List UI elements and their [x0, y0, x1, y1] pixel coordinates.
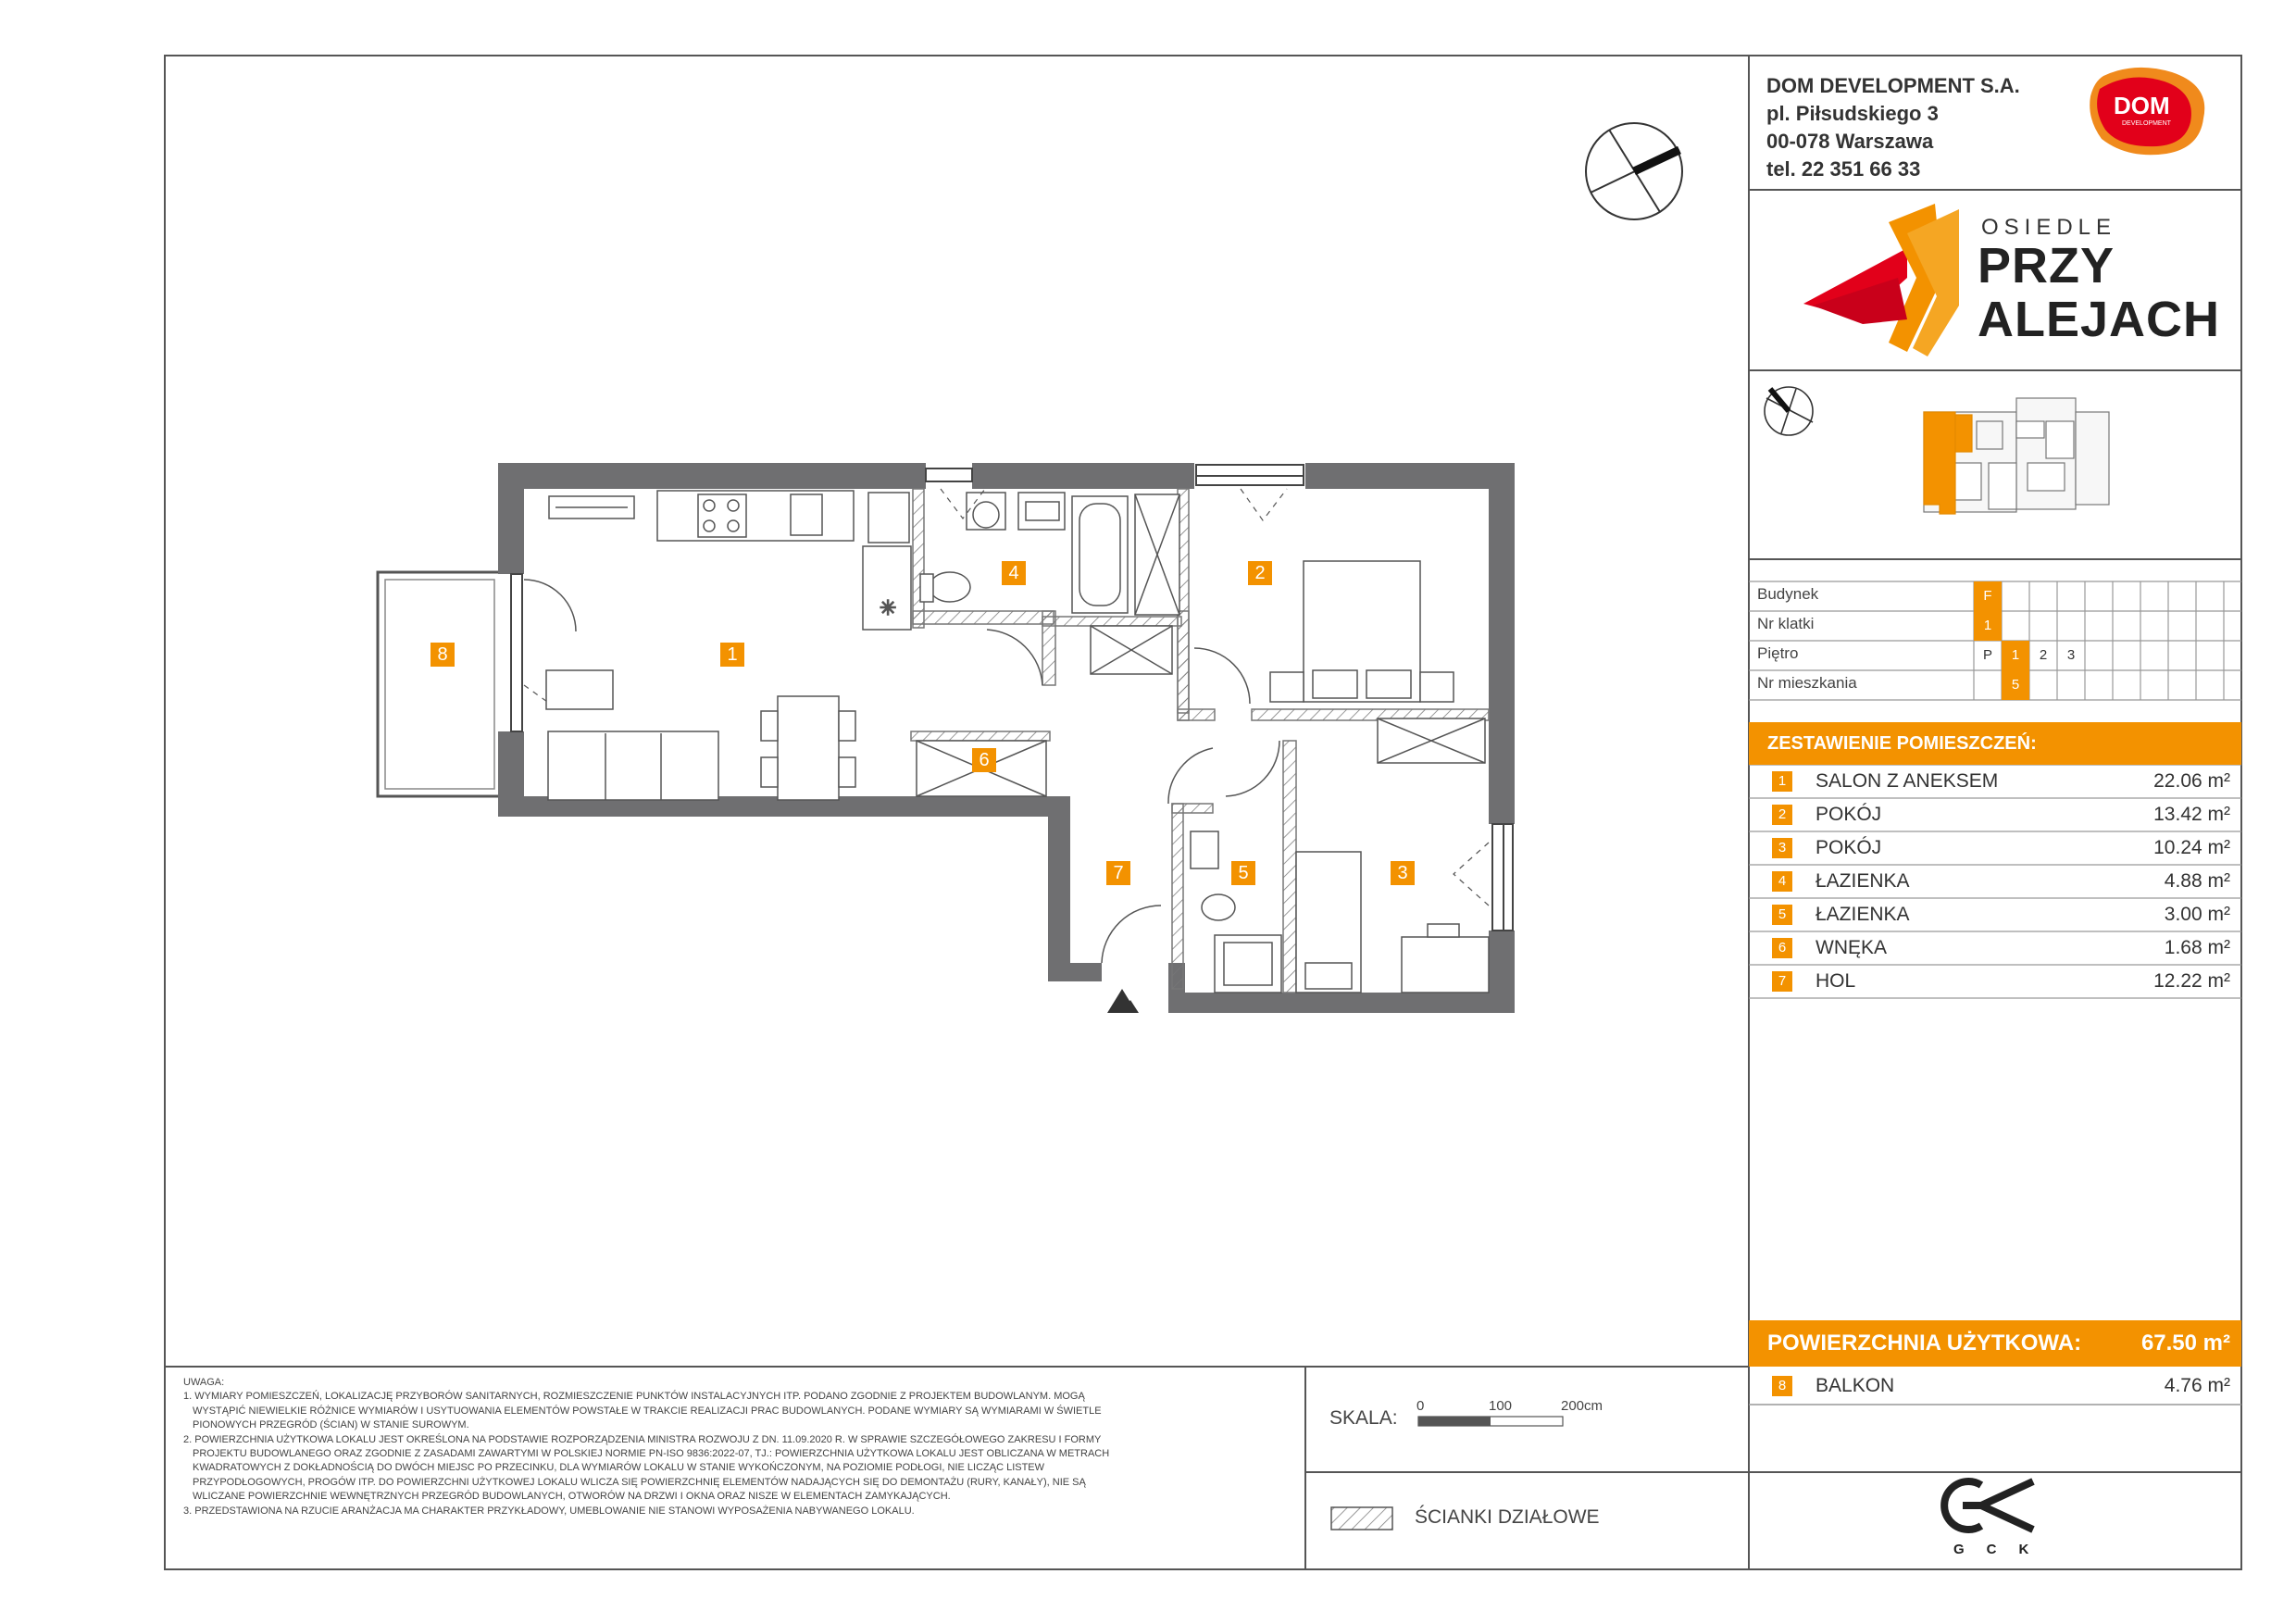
bt-mieszkanie-value: 5	[2002, 670, 2029, 700]
bt-budynek-value: F	[1974, 581, 2002, 611]
notes-line: PROJEKTU BUDOWLANEGO ORAZ ZGODNIE Z ZASADAMI ZAWARTYMI W POLSKIEJ NORMIE PN-ISO 9836:2022-07, TJ.: POWIERZCHNIA UŻYTKOWA LOKALU JEST OBLICZANA W METRACH	[193, 1448, 1110, 1460]
notes-line: PIONOWYCH PRZEGRÓD (ŚCIAN) W STANIE SUROWYM.	[193, 1419, 469, 1431]
gck-letters: GCK	[1953, 1542, 2052, 1557]
scale-tick-0: 0	[1416, 1398, 1425, 1414]
notes-line: WYSTĄPIĆ NIEWIELKIE RÓŻNICE WYMIARÓW I USYTUOWANIA ELEMENTÓW POWSTAŁE W TRAKCIE REALIZACJI PRAC BUDOWLANYCH. PODANE WYMIARY SĄ WYMIARAMI W ŚWIETLE	[193, 1405, 1102, 1417]
room-name: SALON Z ANEKSEM	[1816, 770, 1999, 792]
compass-icon	[1586, 123, 1682, 219]
room-name: HOL	[1816, 970, 1856, 992]
scale-bar	[1418, 1417, 1563, 1426]
room-row	[1749, 898, 2241, 931]
room-name: ŁAZIENKA	[1816, 904, 1910, 925]
room-row	[1749, 931, 2241, 965]
plan-label-room-4: 4	[1002, 561, 1026, 585]
notes-line: 3. PRZEDSTAWIONA NA RZUCIE ARANŻACJA MA CHARAKTER PRZYKŁADOWY, UMEBLOWANIE NIE STANOWI WYPOSAŻENIA NABYWANEGO LOKALU.	[183, 1505, 915, 1517]
room-name: POKÓJ	[1816, 804, 1882, 825]
gck-logo	[1944, 1481, 2033, 1530]
svg-text:✳: ✳	[880, 597, 897, 620]
total-area-bar	[1749, 1320, 2241, 1367]
balcony-row	[1749, 1369, 2241, 1403]
room-number: 2	[1772, 805, 1792, 825]
bt-pietro-1: 1	[2002, 641, 2029, 670]
legend-hatch-swatch	[1331, 1507, 1392, 1530]
room-row	[1749, 965, 2241, 998]
company-phone: tel. 22 351 66 33	[1766, 157, 1921, 181]
plan-label-room-1: 1	[720, 643, 744, 667]
bt-label-budynek: Budynek	[1757, 585, 1819, 603]
room-number: 4	[1772, 871, 1792, 892]
kitchen-sink	[791, 494, 822, 535]
company-name: DOM DEVELOPMENT S.A.	[1766, 74, 2020, 97]
plan-label-room-8: 8	[430, 643, 455, 667]
room-number: 3	[1772, 838, 1792, 858]
room-area: 10.24 m²	[2153, 837, 2230, 858]
bt-pietro-p: P	[1982, 647, 1992, 663]
plan-label-room-7: 7	[1106, 861, 1130, 885]
plan-label-room-3: 3	[1391, 861, 1415, 885]
notes-line: 2. POWIERZCHNIA UŻYTKOWA LOKALU JEST OKREŚLONA NA PODSTAWIE ROZPORZĄDZENIA MINISTRA ROZWOJU Z DN. 11.09.2020 R. W SPRAWIE SZCZEGÓŁOWEGO ZAKRESU I FORMY	[183, 1433, 1102, 1445]
room-area: 4.88 m²	[2164, 870, 2230, 892]
notes-title: UWAGA:	[183, 1377, 225, 1388]
legend-label: ŚCIANKI DZIAŁOWE	[1415, 1506, 1600, 1528]
notes-line: WLICZANE POWIERZCHNIE WEWNĘTRZNYCH PRZEGRÓD BUDOWLANYCH, OTWORÓW NA DRZWI I OKNA ORAZ NISZE W ELEMENTACH ZAMYKAJĄCYCH.	[193, 1491, 951, 1503]
company-address-city: 00-078 Warszawa	[1766, 130, 1934, 153]
total-area-value: 67.50 m²	[2140, 1330, 2230, 1355]
floor-plan	[378, 463, 1515, 1013]
room-area: 3.00 m²	[2164, 904, 2230, 925]
plan-label-room-5: 5	[1231, 861, 1255, 885]
bt-label-klatka: Nr klatki	[1757, 615, 1815, 632]
room-area: 22.06 m²	[2153, 770, 2230, 792]
plan-label-room-2: 2	[1248, 561, 1272, 585]
sofa	[548, 731, 718, 800]
small-compass-icon	[1765, 387, 1813, 435]
project-name	[1978, 239, 2220, 346]
project-name-line1: PRZY	[1978, 238, 2115, 294]
bt-pietro-3: 3	[2066, 647, 2076, 663]
notes-line: 1. WYMIARY POMIESZCZEŃ, LOKALIZACJĘ PRZYBORÓW SANITARNYCH, ROZMIESZCZENIE PUNKTÓW INSTALACYJNYCH ITP. PODANO ZGODNIE Z PROJEKTEM BUDOWLANYM. MOGĄ	[183, 1391, 1085, 1403]
total-area-label: POWIERZCHNIA UŻYTKOWA:	[1767, 1330, 2082, 1355]
room-number: 1	[1772, 771, 1792, 792]
room-name: ŁAZIENKA	[1816, 870, 1910, 892]
room-area: 13.42 m²	[2153, 804, 2230, 825]
bt-klatka-value: 1	[1974, 611, 2002, 641]
balcony-outline	[378, 572, 502, 796]
project-name-line2: ALEJACH	[1978, 292, 2221, 347]
rooms-header: ZESTAWIENIE POMIESZCZEŃ:	[1749, 722, 2241, 765]
room-row	[1749, 831, 2241, 865]
key-plan	[1924, 398, 2109, 514]
project-prefix: OSIEDLE	[1981, 215, 2117, 240]
dom-logo-text: DOM	[2114, 92, 2170, 119]
balcony-number: 8	[1772, 1376, 1792, 1396]
notes-block	[183, 1376, 1291, 1518]
company-address-street: pl. Piłsudskiego 3	[1766, 102, 1939, 125]
notes-line: PRZYPODŁOGOWYCH, PROGÓW ITP. DO POWIERZCHNI UŻYTKOWEJ LOKALU WLICZA SIĘ POWIERZCHNIĘ ELEMENTÓW NADAJĄCYCH SIĘ DO DEMONTAŻU (RURY, KANAŁY), NIE SĄ	[193, 1476, 1086, 1488]
scale-label: SKALA:	[1329, 1407, 1398, 1429]
kitchen-counter	[657, 491, 854, 541]
bt-label-mieszkanie: Nr mieszkania	[1757, 674, 1857, 692]
plan-label-room-6: 6	[972, 748, 996, 772]
room-area: 1.68 m²	[2164, 937, 2230, 958]
scale-tick-200: 200cm	[1561, 1398, 1603, 1414]
coffee-table	[546, 670, 613, 709]
notes-line: KWADRATOWYCH Z DOKŁADNOŚCIĄ DO DWÓCH MIEJSC PO PRZECINKU, DLA WYMIARÓW LOKALU W STANIE WYKOŃCZONYM, NA POZIOMIE PODŁOGI, NIE LICZĄC LISTEW	[193, 1462, 1045, 1474]
scale-tick-100: 100	[1489, 1398, 1513, 1414]
room-name: POKÓJ	[1816, 837, 1882, 858]
room-number: 5	[1772, 905, 1792, 925]
dining-table	[778, 696, 839, 800]
room-number: 7	[1772, 971, 1792, 992]
room-name: WNĘKA	[1816, 937, 1888, 958]
bt-pietro-2: 2	[2039, 647, 2048, 663]
przy-alejach-logo-mark	[1803, 204, 1959, 356]
company-info	[1766, 72, 2020, 183]
balcony-area: 4.76 m²	[2164, 1375, 2230, 1396]
room-row	[1749, 798, 2241, 831]
room-area: 12.22 m²	[2153, 970, 2230, 992]
balcony-name: BALKON	[1816, 1375, 1895, 1396]
room-row	[1749, 865, 2241, 898]
bt-label-pietro: Piętro	[1757, 644, 1799, 662]
room-row	[1749, 765, 2241, 798]
dom-logo-subtext: DEVELOPMENT	[2122, 120, 2171, 127]
room-number: 6	[1772, 938, 1792, 958]
